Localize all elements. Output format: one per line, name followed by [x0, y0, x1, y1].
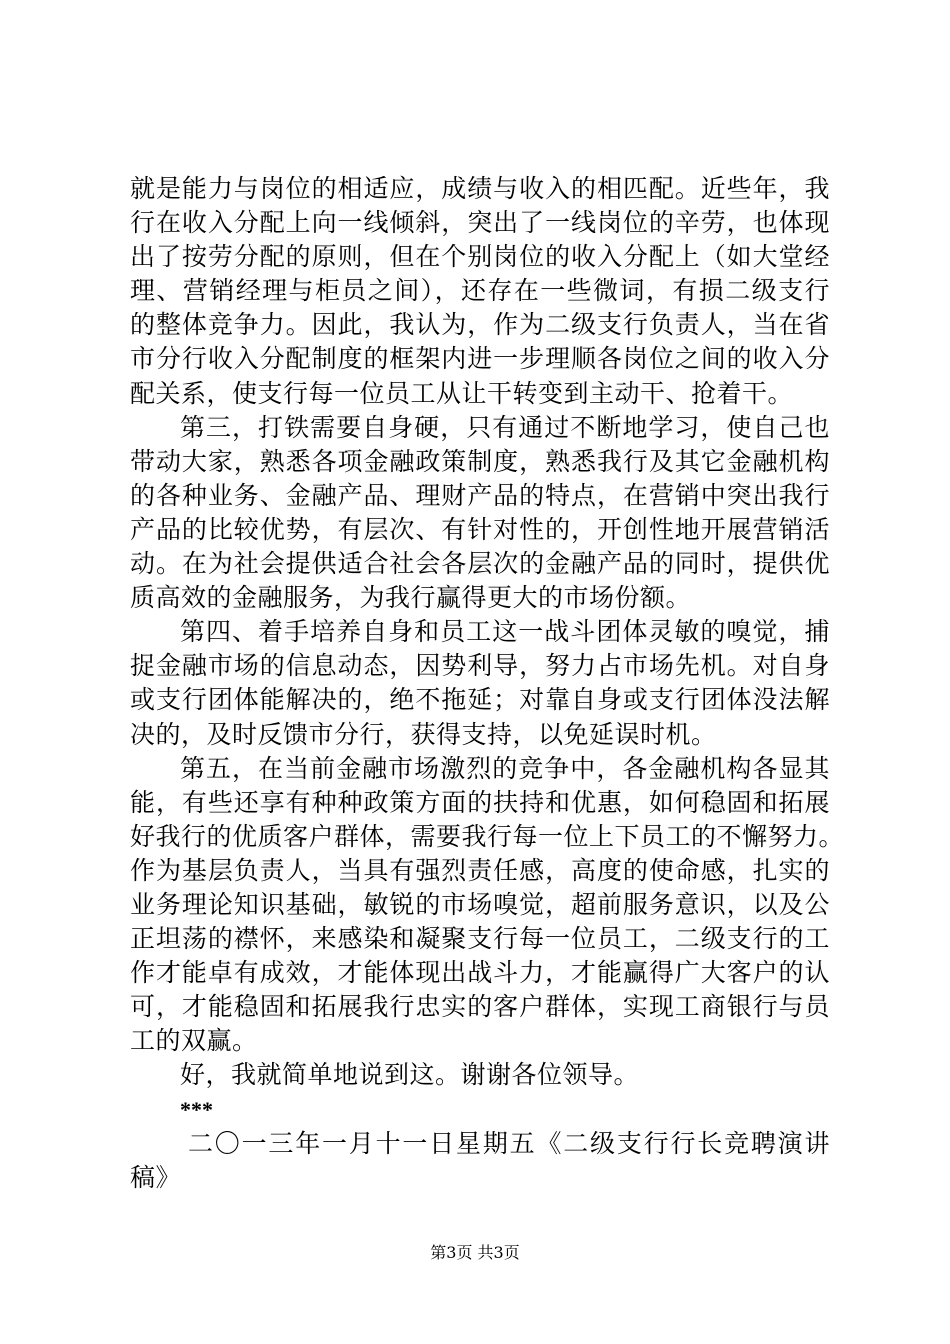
body-line: 行在收入分配上向一线倾斜，突出了一线岗位的辛劳，也体现: [130, 208, 830, 238]
body-line: 产品的比较优势，有层次、有针对性的，开创性地开展营销活: [130, 514, 830, 544]
body-line: 能，有些还享有种种政策方面的扶持和优惠，如何稳固和拓展: [130, 787, 830, 817]
body-line: 正坦荡的襟怀，来感染和凝聚支行每一位员工，二级支行的工: [130, 924, 830, 954]
body-line: 作才能卓有成效，才能体现出战斗力，才能赢得广大客户的认: [130, 958, 830, 988]
body-line: 质高效的金融服务，为我行赢得更大的市场份额。: [130, 583, 692, 613]
body-line: 带动大家，熟悉各项金融政策制度，熟悉我行及其它金融机构: [130, 446, 830, 476]
body-line: 出了按劳分配的原则，但在个别岗位的收入分配上（如大堂经: [130, 242, 830, 272]
body-line: 市分行收入分配制度的框架内进一步理顺各岗位之间的收入分: [130, 344, 830, 374]
body-line: 的各种业务、金融产品、理财产品的特点，在营销中突出我行: [130, 480, 830, 510]
body-line: 就是能力与岗位的相适应，成绩与收入的相匹配。近些年，我: [130, 174, 830, 203]
body-line: 的整体竞争力。因此，我认为，作为二级支行负责人，当在省: [130, 310, 830, 340]
body-line: 业务理论知识基础，敏锐的市场嗅觉，超前服务意识，以及公: [130, 889, 830, 919]
closing-line: 好，我就简单地说到这。谢谢各位领导。: [180, 1060, 640, 1090]
body-line: 好我行的优质客户群体，需要我行每一位上下员工的不懈努力。: [130, 821, 845, 851]
paragraph-start-line: 第三，打铁需要自身硬，只有通过不断地学习，使自己也: [180, 412, 830, 442]
body-line: 作为基层负责人，当具有强烈责任感，高度的使命感，扎实的: [130, 855, 830, 885]
body-line: 决的，及时反馈市分行，获得支持，以免延误时机。: [130, 719, 717, 749]
date-title-line-end: 稿》: [130, 1162, 182, 1192]
page-number-footer: 第3页 共3页: [430, 1243, 520, 1262]
body-line: 可，才能稳固和拓展我行忠实的客户群体，实现工商银行与员: [130, 992, 830, 1022]
body-line: 工的双赢。: [130, 1026, 258, 1056]
body-line: 配关系，使支行每一位员工从让干转变到主动干、抢着干。: [130, 378, 794, 408]
date-title-line: 二〇一三年一月十一日星期五《二级支行行长竞聘演讲: [188, 1128, 830, 1158]
paragraph-start-line: 第四、着手培养自身和员工这一战斗团体灵敏的嗅觉，捕: [180, 617, 830, 647]
body-line: 动。在为社会提供适合社会各层次的金融产品的同时，提供优: [130, 549, 830, 579]
separator-stars: ***: [180, 1096, 213, 1122]
document-body: [130, 172, 845, 1195]
paragraph-start-line: 第五，在当前金融市场激烈的竞争中，各金融机构各显其: [180, 753, 830, 783]
body-line: 捉金融市场的信息动态，因势利导，努力占市场先机。对自身: [130, 651, 830, 681]
body-line: 或支行团体能解决的，绝不拖延；对靠自身或支行团体没法解: [130, 685, 830, 715]
body-line: 理、营销经理与柜员之间），还存在一些微词，有损二级支行: [130, 276, 830, 306]
